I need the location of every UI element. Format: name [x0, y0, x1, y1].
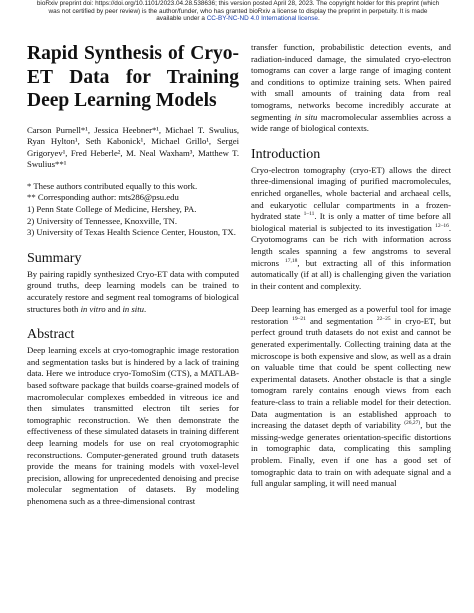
- abstract-text: Deep learning excels at cryo-tomographic image restoration and segmentation tasks but is hindered by a lack of training data. Here we introduce cryo-TomoSim (CTS), a MATLAB-based software package that builds coarse-grained models of macromolecular complexes embedded in vitreous ice and then simulates transmitted electron tilt series for tomographic reconstruction. We then demonstrate the effectiveness of these simulated datasets in training different deep learning models for use on real cryotomographic reconstructions. Computer-generated ground truth datasets provide the means for training models with voxel-level precision, allowing for unprecedented denoising and precise molecular segmentation of datasets. By modeling phenomena such as a three-dimensional contrast: [27, 345, 239, 506]
- intro-p1-text-c: . Cryotomograms can be rich with information across length scales spanning a few angstroms to several microns: [251, 222, 451, 268]
- intro-p2-text-d: , but the missing-wedge generates orientation-specific distortions in tomographic data, complicating this sampling problem. Finally, even if one has a good set of tomographic data to train on with adequate signal and a full angular sampling, it will need manual: [251, 420, 451, 489]
- license-link[interactable]: CC-BY-NC-ND 4.0 International license: [206, 15, 318, 23]
- banner-line-2: was not certified by peer review) is the author/funder, who has granted bioRxiv a license to display the preprint in perpetuity. It is made: [48, 7, 428, 15]
- citation-ref: 17,18: [285, 257, 298, 264]
- citation-ref: 19–21: [292, 315, 306, 322]
- summary-text-a: By pairing rapidly synthesized Cryo-ET data with computed ground truths, deep learning models can be trained to accurately restore and segment real tomograms of biological structures both: [27, 268, 239, 314]
- intro-p1-text-a: Cryo-electron tomography (cryo-ET) allows the direct three-dimensional imaging of purified macromolecules, enriched organelles, whole bacterial and archaeal cells, and eukaryotic cellular compartments in a frozen-hydrated state: [251, 164, 451, 222]
- intro-p2-text-a: Deep learning has emerged as a powerful tool for image restoration: [251, 304, 451, 326]
- intro-p2-text-c: in cryo-ET, but perfect ground truth datasets do not exist and cannot be generated experimentally. Collecting training data at the microscope is both expensive and slow, as well as a drain on valuable time that could be spent collecting new experimental datasets. Another obstacle is that a single tomogram rarely contains enough views from each feature-class to train a reliable model for their detection. Data augmentation is an established approach to increasing the dataset depth of variability: [251, 315, 451, 431]
- intro-paragraph-2: [251, 304, 451, 490]
- abstract-heading: Abstract: [27, 327, 75, 343]
- author-list: Carson Purnell*¹, Jessica Heebner*¹, Michael T. Swulius, Ryan Hylton¹, Seth Kabonick¹, Michael Grillo¹, Sergei Grigoryev¹, Fred Heberle², M. Neal Waxham³, Matthew T. Swulius**¹: [27, 124, 239, 170]
- intro-paragraph-1: [251, 165, 451, 293]
- preprint-banner: [36, 0, 440, 23]
- intro-p1-text-b: . It is only a matter of time before all biological material is subjected to its investigation: [251, 211, 451, 233]
- citation-ref: 1–11: [303, 211, 315, 218]
- abstract-italic-in-situ: in situ: [294, 111, 318, 122]
- summary-italic-in-vitro: in vitro: [80, 303, 106, 314]
- banner-license-prefix: available under a: [156, 15, 205, 23]
- summary-heading: Summary: [27, 250, 82, 266]
- abstract-cont-a: transfer function, probabilistic detection events, and radiation-induced damage, the simulated cryo-electron tomograms can cover a large range of imaging content and conditions to optimize training sets. When paired with small amounts of training data from real tomograms, networks become incredibly accurate at segmenting: [251, 42, 451, 122]
- summary-text-b: and: [105, 303, 123, 314]
- abstract-cont-b: macromolecular assemblies across a wide range of biological contexts.: [251, 111, 451, 134]
- intro-p1-text-d: , but extracting all of this information automatically (if at all) is challenging given the variation in their content and complexity.: [251, 257, 451, 291]
- right-column: [251, 42, 451, 490]
- summary-text: [27, 269, 239, 315]
- affiliation-2: 2) University of Tennessee, Knoxville, TN.: [27, 215, 178, 226]
- paper-title: Rapid Synthesis of Cryo-ET Data for Training Deep Learning Models: [27, 43, 239, 111]
- intro-p2-text-b: and segmentation: [305, 315, 377, 326]
- corresponding-author-note: ** Corresponding author: mts286@psu.edu: [27, 192, 179, 203]
- introduction-heading: Introduction: [251, 146, 321, 162]
- affiliation-1: 1) Penn State College of Medicine, Hershey, PA.: [27, 204, 197, 215]
- affiliation-3: 3) University of Texas Health Science Center, Houston, TX.: [27, 227, 236, 238]
- citation-ref: (26,27): [404, 420, 421, 427]
- citation-ref: 12–16: [435, 222, 449, 229]
- abstract-continuation: [251, 42, 451, 135]
- banner-line-1: bioRxiv preprint doi: https://doi.org/10.1101/2023.04.28.538636; this version posted April 28, 2023. The copyright holder for this preprint (which: [36, 0, 440, 7]
- author-notes: [27, 181, 239, 239]
- banner-line-3: [36, 15, 440, 23]
- summary-text-c: .: [143, 303, 147, 314]
- citation-ref: 22–25: [376, 315, 391, 322]
- equal-contribution-note: * These authors contributed equally to this work.: [27, 180, 198, 191]
- summary-italic-in-situ: in situ: [122, 303, 144, 314]
- left-column: [27, 42, 239, 508]
- banner-license-suffix: .: [317, 15, 320, 23]
